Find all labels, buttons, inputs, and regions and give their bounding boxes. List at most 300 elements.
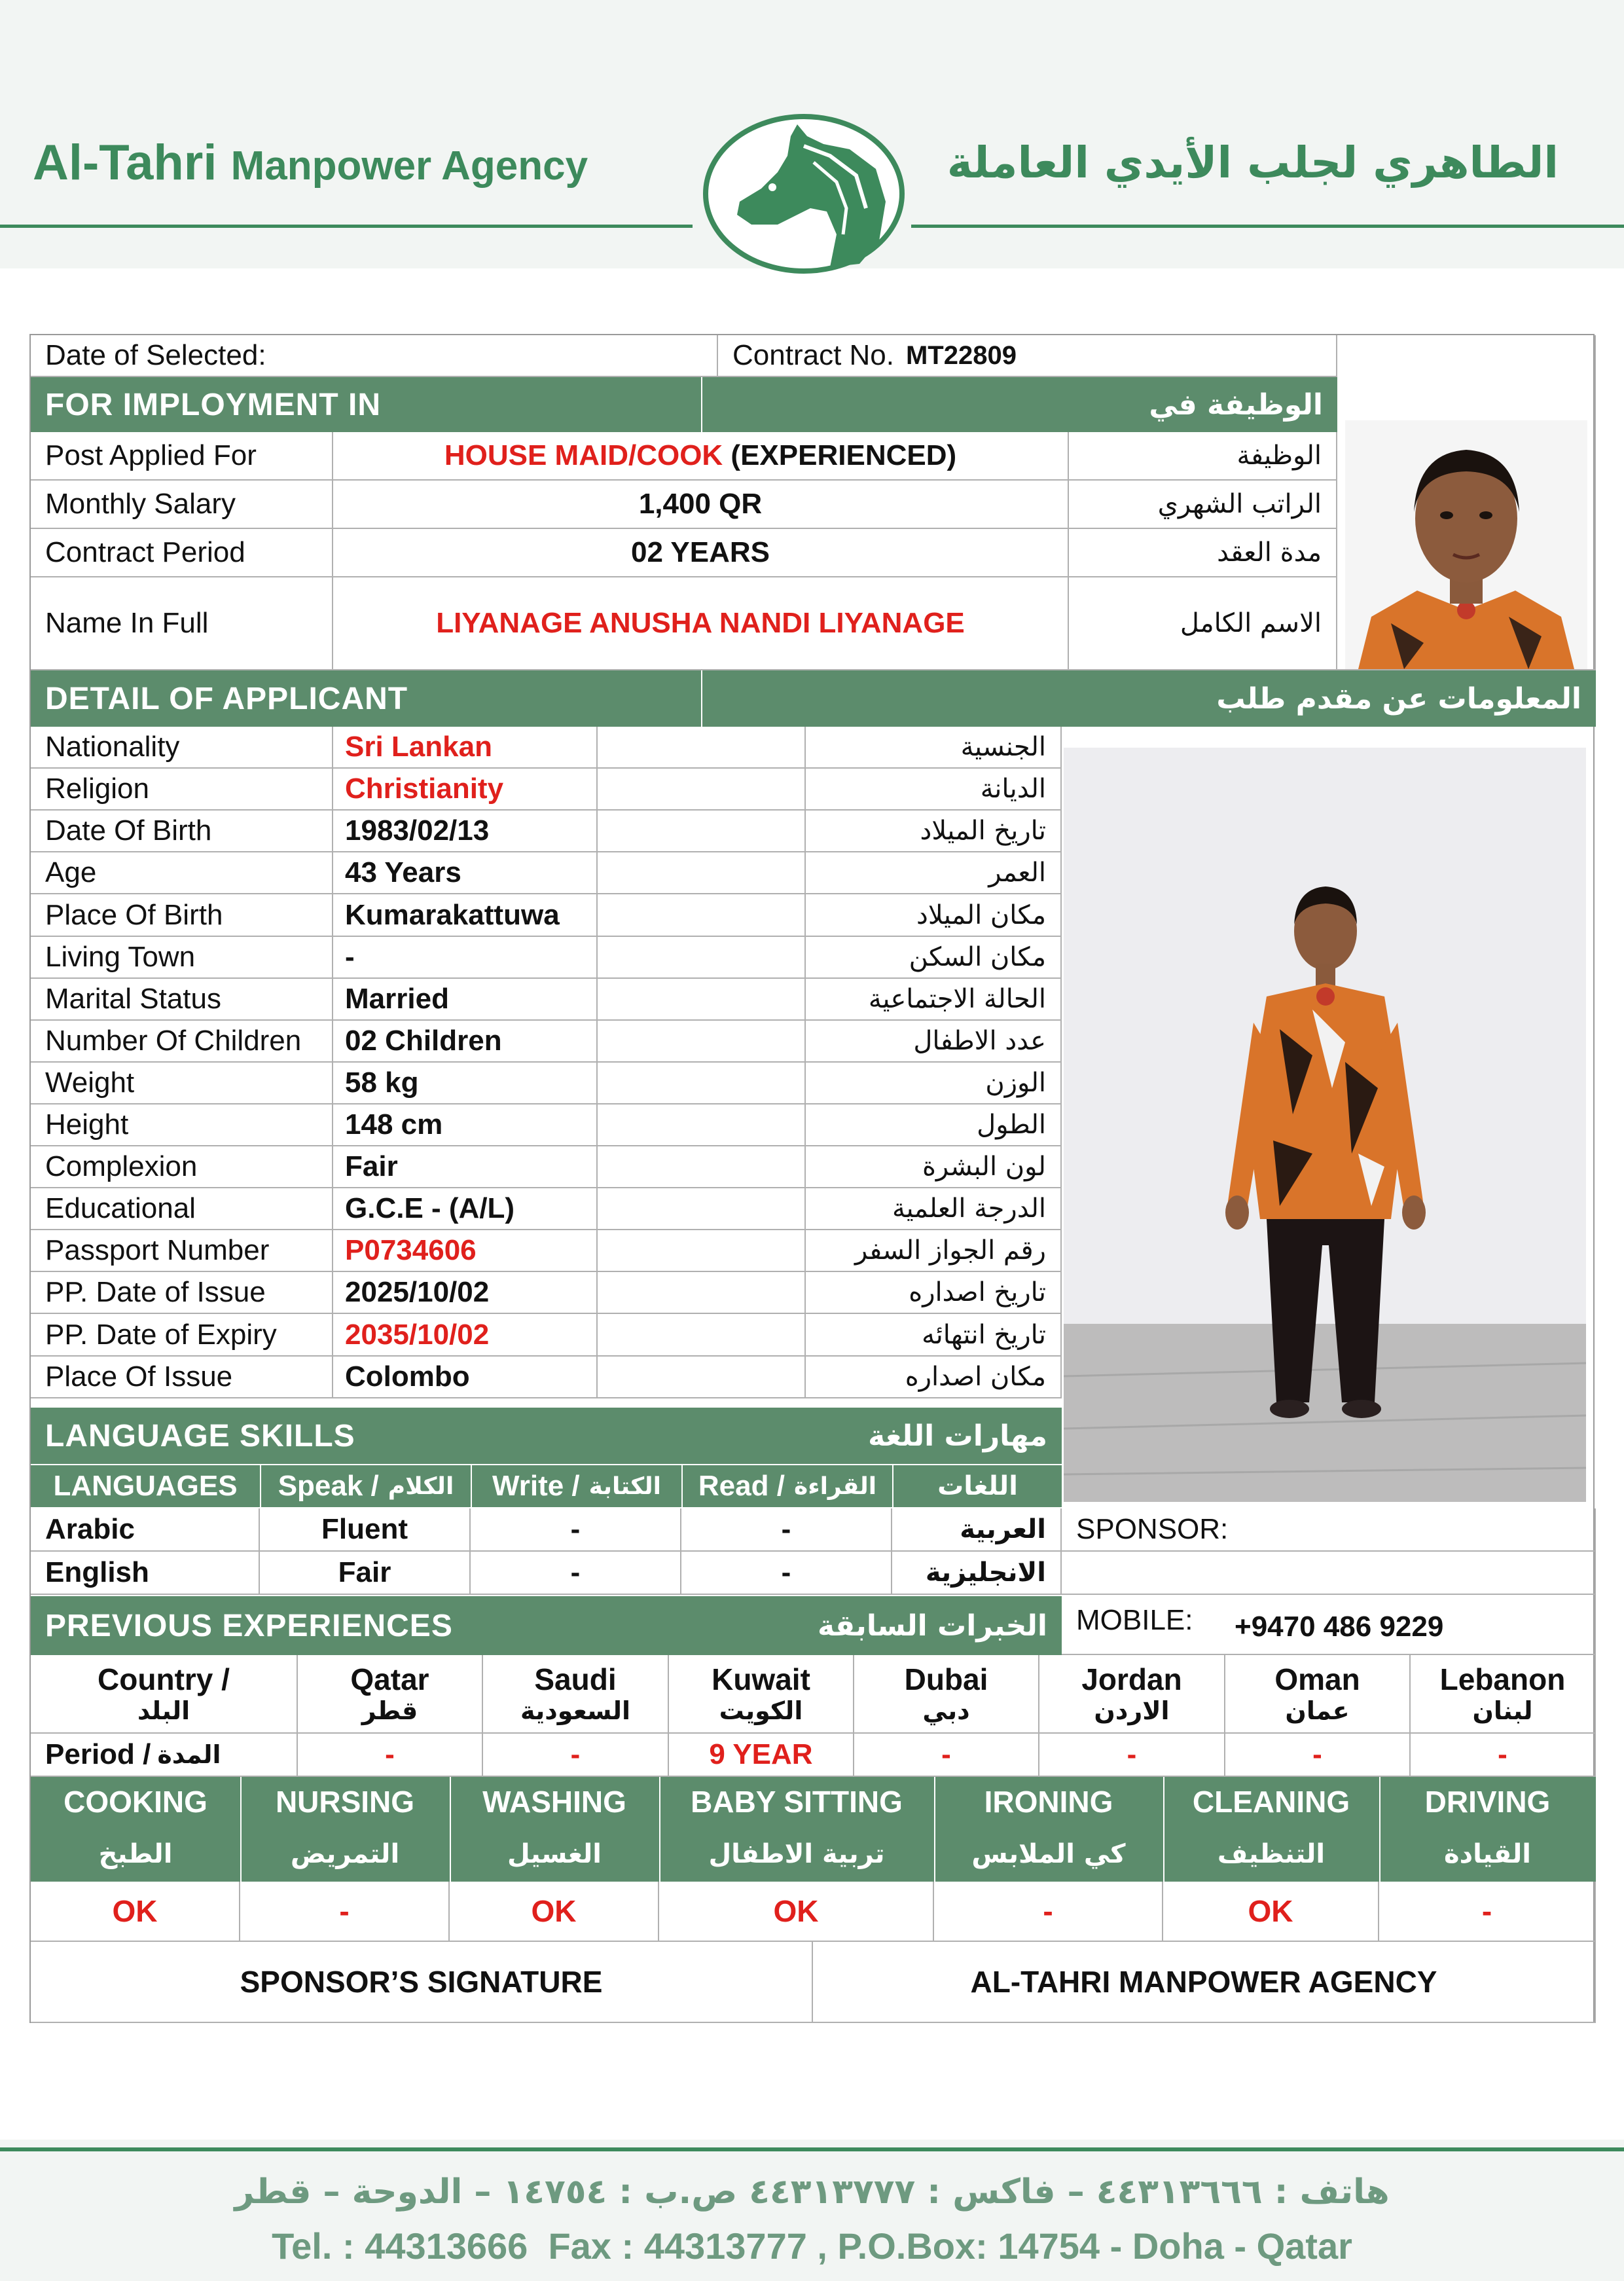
lang-speak-cell	[260, 1552, 471, 1595]
passport-number-blank-cell	[598, 1230, 806, 1272]
full-name-value: LIYANAGE ANUSHA NANDI LIYANAGE	[436, 607, 965, 639]
country-kuwait-header	[669, 1655, 854, 1734]
country-label-ar: البلد	[137, 1696, 190, 1725]
country-oman-period	[1225, 1734, 1411, 1777]
pp-date-of-issue-value-cell	[333, 1272, 598, 1314]
living-town-label-ar-cell	[806, 937, 1062, 979]
skill-driving-value: -	[1481, 1894, 1492, 1928]
educational-value-cell	[333, 1188, 598, 1230]
weight-blank-cell	[598, 1063, 806, 1104]
band-divider	[1379, 1827, 1380, 1882]
contract-period-value: 02 YEARS	[631, 536, 770, 568]
age-blank-cell	[598, 852, 806, 894]
language-header-row	[31, 1465, 1062, 1507]
country-oman-period-value: -	[1312, 1738, 1322, 1770]
place-of-issue-value-cell	[333, 1357, 598, 1398]
place-of-issue-label: Place Of Issue	[45, 1360, 233, 1393]
experience-title-ar: الخبرات السابقة	[817, 1609, 1047, 1643]
marital-status-blank-cell	[598, 979, 806, 1021]
lang-col-write	[472, 1465, 681, 1507]
complexion-value: Fair	[345, 1150, 398, 1182]
passport-number-label: Passport Number	[45, 1234, 270, 1266]
lang-name-ar-cell	[892, 1508, 1062, 1552]
place-of-birth-blank-cell	[598, 894, 806, 937]
country-dubai-name: Dubai	[904, 1662, 988, 1696]
age-label-cell	[31, 852, 333, 894]
header-rule-right	[911, 225, 1624, 228]
marital-status-label-cell	[31, 979, 333, 1021]
religion-label-cell	[31, 769, 333, 811]
country-saudi-name-ar: السعودية	[520, 1696, 631, 1725]
skill-washing-value: OK	[531, 1894, 577, 1928]
skill-driving-header-ar: القيادة	[1443, 1839, 1531, 1869]
complexion-blank-cell	[598, 1146, 806, 1188]
language-title: LANGUAGE SKILLS	[45, 1418, 355, 1453]
lang-col-write-label: Write /	[492, 1470, 580, 1502]
country-kuwait-period-value: 9 YEAR	[709, 1738, 813, 1770]
religion-label-ar-cell	[806, 769, 1062, 811]
lang-col-write-label-ar: الكتابة	[588, 1472, 661, 1500]
lang-write-value: -	[570, 1556, 581, 1588]
date-of-birth-label-ar-cell	[806, 811, 1062, 852]
lang-write-cell	[471, 1552, 681, 1595]
religion-label-ar: الديانة	[980, 774, 1046, 804]
full-body-photo-image	[1064, 748, 1586, 1502]
skill-cleaning-header-ar: التنظيف	[1217, 1839, 1326, 1869]
lang-name: Arabic	[45, 1513, 135, 1545]
nationality-value: Sri Lankan	[345, 731, 492, 763]
post-label-ar-cell	[1069, 432, 1337, 481]
employment-title: FOR IMPLOYMENT IN	[45, 387, 381, 422]
complexion-label: Complexion	[45, 1150, 198, 1182]
pp-date-of-issue-value: 2025/10/02	[345, 1276, 490, 1308]
nationality-label-cell	[31, 727, 333, 769]
country-dubai-name-ar: دبي	[922, 1696, 970, 1725]
name-label-ar-cell	[1069, 577, 1337, 670]
place-of-birth-label-cell	[31, 894, 333, 937]
number-of-children-value-cell	[333, 1021, 598, 1063]
lang-col-languages	[31, 1465, 260, 1507]
lang-row-arabic	[31, 1508, 260, 1552]
passport-number-label-ar: رقم الجواز السفر	[855, 1235, 1046, 1266]
skill-ironing-header-ar: كي الملابس	[971, 1839, 1126, 1869]
lang-col-read-label-ar: القراءة	[793, 1472, 877, 1500]
religion-blank-cell	[598, 769, 806, 811]
height-label-ar: الطول	[977, 1110, 1046, 1140]
salary-label-ar: الراتب الشهري	[1157, 489, 1322, 519]
pp-date-of-issue-label-ar: تاريخ اصداره	[909, 1277, 1046, 1307]
place-of-issue-label-cell	[31, 1357, 333, 1398]
sponsor-label: SPONSOR:	[1076, 1513, 1229, 1545]
weight-label-ar: الوزن	[985, 1068, 1046, 1098]
period-row-label: Period /	[45, 1738, 151, 1770]
weight-label-cell	[31, 1063, 333, 1104]
agency-name-ar: الطاهري لجلب الأيدي العاملة	[947, 137, 1559, 188]
country-oman-name-ar: عمان	[1285, 1696, 1350, 1725]
horse-head-logo-icon	[699, 110, 909, 274]
date-selected-cell	[31, 335, 718, 377]
place-of-birth-value-cell	[333, 894, 598, 937]
contract-no-cell	[718, 335, 1337, 377]
sponsor-signature-cell	[31, 1942, 813, 2023]
skill-ironing-value-cell	[934, 1882, 1163, 1942]
skill-washing-header-en: WASHING	[482, 1785, 626, 1819]
footer	[0, 2140, 1624, 2281]
number-of-children-label: Number Of Children	[45, 1025, 302, 1057]
experience-band	[31, 1596, 1062, 1655]
country-oman-name: Oman	[1274, 1662, 1360, 1696]
place-of-birth-label: Place Of Birth	[45, 898, 223, 931]
country-dubai-header	[854, 1655, 1039, 1734]
lang-col-speak	[261, 1465, 471, 1507]
country-saudi-period-value: -	[570, 1738, 581, 1770]
footer-rule	[0, 2147, 1624, 2151]
date-of-birth-label: Date Of Birth	[45, 814, 212, 847]
country-lebanon-period	[1411, 1734, 1596, 1777]
country-dubai-period	[854, 1734, 1039, 1777]
complexion-label-ar: لون البشرة	[922, 1152, 1046, 1182]
number-of-children-blank-cell	[598, 1021, 806, 1063]
post-label-ar: الوظيفة	[1236, 441, 1322, 471]
period-value-cell	[333, 529, 1069, 577]
nationality-label-ar-cell	[806, 727, 1062, 769]
band-divider	[240, 1777, 242, 1827]
contract-no-value: MT22809	[905, 340, 1017, 370]
applicant-title-ar: المعلومات عن مقدم طلب	[1216, 682, 1581, 716]
religion-value-cell	[333, 769, 598, 811]
living-town-label-cell	[31, 937, 333, 979]
living-town-value: -	[345, 941, 355, 973]
marital-status-label: Marital Status	[45, 983, 221, 1015]
country-label: Country /	[98, 1662, 230, 1696]
marital-status-value: Married	[345, 983, 449, 1015]
height-blank-cell	[598, 1104, 806, 1146]
pp-date-of-issue-label: PP. Date of Issue	[45, 1276, 266, 1308]
language-band	[31, 1408, 1062, 1464]
lang-read-cell	[681, 1552, 892, 1595]
date-of-birth-value: 1983/02/13	[345, 814, 490, 847]
skill-nursing-value: -	[339, 1894, 350, 1928]
passport-number-label-ar-cell	[806, 1230, 1062, 1272]
number-of-children-label-ar: عدد الاطفال	[913, 1026, 1046, 1056]
lang-read-value: -	[781, 1513, 791, 1545]
band-divider	[450, 1777, 451, 1827]
lang-read-cell	[681, 1508, 892, 1552]
lang-name-ar: الانجليزية	[925, 1558, 1046, 1588]
complexion-label-cell	[31, 1146, 333, 1188]
agency-name-en-sub: Manpower Agency	[230, 143, 588, 189]
religion-value: Christianity	[345, 773, 504, 805]
marital-status-label-ar: الحالة الاجتماعية	[868, 984, 1046, 1014]
skill-washing-value-cell	[450, 1882, 659, 1942]
pp-date-of-expiry-label-cell	[31, 1314, 333, 1357]
footer-contact-en: Tel. : 44313666 Fax : 44313777 , P.O.Box: 14754 - Doha - Qatar	[272, 2225, 1352, 2267]
country-jordan-period	[1039, 1734, 1225, 1777]
skill-baby-sitting-header-en: BABY SITTING	[691, 1785, 903, 1819]
country-qatar-period	[298, 1734, 483, 1777]
skill-nursing-value-cell	[240, 1882, 450, 1942]
pp-date-of-expiry-label: PP. Date of Expiry	[45, 1318, 277, 1351]
height-label: Height	[45, 1108, 129, 1140]
skills-band-ar	[31, 1827, 1596, 1882]
pp-date-of-issue-label-ar-cell	[806, 1272, 1062, 1314]
date-selected-label: Date of Selected:	[45, 339, 266, 371]
place-of-birth-value: Kumarakattuwa	[345, 898, 560, 931]
experience-title: PREVIOUS EXPERIENCES	[45, 1608, 453, 1643]
height-label-ar-cell	[806, 1104, 1062, 1146]
salary-label: Monthly Salary	[45, 488, 236, 520]
country-qatar-header	[298, 1655, 483, 1734]
country-dubai-period-value: -	[941, 1738, 951, 1770]
footer-contact-ar: هاتف : ٤٤٣١٣٦٦٦ – فاكس : ٤٤٣١٣٧٧٧ ص.ب : ١٤٧٥٤ – الدوحة – قطر	[234, 2172, 1390, 2212]
living-town-label: Living Town	[45, 941, 196, 973]
salary-label-cell	[31, 481, 333, 529]
lang-write-value: -	[570, 1513, 581, 1545]
pp-date-of-expiry-label-ar: تاريخ انتهائه	[922, 1319, 1046, 1350]
pp-date-of-expiry-label-ar-cell	[806, 1314, 1062, 1357]
age-value-cell	[333, 852, 598, 894]
pp-date-of-issue-blank-cell	[598, 1272, 806, 1314]
skill-cooking-header-en: COOKING	[63, 1785, 208, 1819]
skill-ironing-value: -	[1043, 1894, 1053, 1928]
employment-title-ar: الوظيفة في	[1149, 388, 1323, 422]
country-jordan-header	[1039, 1655, 1225, 1734]
weight-label: Weight	[45, 1067, 135, 1099]
band-divider	[701, 377, 702, 432]
skill-cooking-header-ar: الطبخ	[98, 1839, 173, 1869]
band-divider	[934, 1827, 935, 1882]
country-lebanon-period-value: -	[1498, 1738, 1507, 1770]
country-jordan-period-value: -	[1127, 1738, 1137, 1770]
contract-period-label: Contract Period	[45, 536, 245, 568]
educational-label-ar: الدرجة العلمية	[892, 1194, 1046, 1224]
age-label: Age	[45, 856, 97, 888]
educational-label-ar-cell	[806, 1188, 1062, 1230]
living-town-label-ar: مكان السكن	[909, 942, 1046, 972]
lang-speak-cell	[260, 1508, 471, 1552]
post-label: Post Applied For	[45, 439, 257, 471]
country-lebanon-name: Lebanon	[1439, 1662, 1566, 1696]
educational-label: Educational	[45, 1192, 196, 1224]
nationality-blank-cell	[598, 727, 806, 769]
age-label-ar-cell	[806, 852, 1062, 894]
country-saudi-name: Saudi	[534, 1662, 617, 1696]
weight-value-cell	[333, 1063, 598, 1104]
height-value: 148 cm	[345, 1108, 443, 1140]
period-row-label-cell	[31, 1734, 298, 1777]
place-of-issue-value: Colombo	[345, 1360, 470, 1393]
skills-en-row	[31, 1777, 1596, 1827]
lang-col-read	[683, 1465, 892, 1507]
country-jordan-name-ar: الاردن	[1094, 1696, 1170, 1725]
nationality-label-ar: الجنسية	[960, 732, 1046, 762]
country-qatar-period-value: -	[385, 1738, 395, 1770]
educational-label-cell	[31, 1188, 333, 1230]
header-rule-left	[0, 225, 693, 228]
lang-col-languages-ar	[893, 1465, 1062, 1507]
salary-value-cell	[333, 481, 1069, 529]
agency-name-en	[33, 134, 588, 191]
lang-row-english	[31, 1552, 260, 1595]
mobile-cell	[1062, 1595, 1596, 1655]
band-divider	[450, 1827, 451, 1882]
complexion-label-ar-cell	[806, 1146, 1062, 1188]
skill-cleaning-value: OK	[1248, 1894, 1293, 1928]
agency-signature-label: AL-TAHRI MANPOWER AGENCY	[970, 1965, 1437, 1999]
band-divider	[934, 1777, 935, 1827]
band-divider	[1379, 1777, 1380, 1827]
full-name-label-ar: الاسم الكامل	[1180, 608, 1322, 638]
number-of-children-label-ar-cell	[806, 1021, 1062, 1063]
skill-ironing-header-en: IRONING	[984, 1785, 1113, 1819]
post-value-suffix: (EXPERIENCED)	[723, 439, 957, 471]
educational-blank-cell	[598, 1188, 806, 1230]
passport-number-value: P0734606	[345, 1234, 477, 1266]
applicant-portrait-photo	[1345, 420, 1587, 669]
lang-col-languages-ar-label: اللغات	[937, 1471, 1018, 1501]
lang-col-speak-label: Speak /	[278, 1470, 379, 1502]
full-name-label: Name In Full	[45, 607, 209, 639]
number-of-children-label-cell	[31, 1021, 333, 1063]
place-of-issue-label-ar-cell	[806, 1357, 1062, 1398]
lang-col-speak-label-ar: الكلام	[388, 1472, 454, 1500]
educational-value: G.C.E - (A/L)	[345, 1192, 515, 1224]
salary-value: 1,400 QR	[638, 488, 763, 520]
applicant-title: DETAIL OF APPLICANT	[45, 681, 408, 716]
complexion-value-cell	[333, 1146, 598, 1188]
lang-col-languages-label: LANGUAGES	[53, 1470, 238, 1502]
passport-number-label-cell	[31, 1230, 333, 1272]
letterhead	[0, 0, 1624, 268]
country-qatar-name: Qatar	[350, 1662, 429, 1696]
agency-name-en-main: Al-Tahri	[33, 135, 217, 191]
country-saudi-header	[483, 1655, 669, 1734]
skill-driving-value-cell	[1379, 1882, 1596, 1942]
weight-label-ar-cell	[806, 1063, 1062, 1104]
country-lebanon-header	[1411, 1655, 1596, 1734]
skill-cooking-value-cell	[31, 1882, 240, 1942]
skills-band-en	[31, 1777, 1596, 1827]
nationality-value-cell	[333, 727, 598, 769]
sponsor-cell	[1062, 1508, 1596, 1552]
height-value-cell	[333, 1104, 598, 1146]
skill-nursing-header-ar: التمريض	[290, 1839, 400, 1869]
weight-value: 58 kg	[345, 1067, 419, 1099]
language-title-ar: مهارات اللغة	[868, 1419, 1047, 1453]
lang-speak-value: Fluent	[321, 1513, 408, 1545]
pp-date-of-expiry-blank-cell	[598, 1314, 806, 1357]
country-header-cell	[31, 1655, 298, 1734]
age-value: 43 Years	[345, 856, 461, 888]
lang-col-read-label: Read /	[698, 1470, 785, 1502]
contract-period-label-ar: مدة العقد	[1217, 538, 1322, 568]
lang-name: English	[45, 1556, 149, 1588]
sponsor-signature-label: SPONSOR’S SIGNATURE	[240, 1965, 603, 1999]
skill-baby-sitting-value: OK	[773, 1894, 819, 1928]
lang-write-cell	[471, 1508, 681, 1552]
band-divider	[1163, 1827, 1164, 1882]
band-divider	[659, 1777, 660, 1827]
portrait-cell	[1337, 335, 1596, 670]
period-row-label-ar: المدة	[157, 1740, 221, 1769]
full-body-photo	[1064, 748, 1586, 1502]
band-divider	[240, 1827, 242, 1882]
skill-baby-sitting-header-ar: تربية الاطفال	[708, 1839, 885, 1869]
date-of-birth-blank-cell	[598, 811, 806, 852]
name-value-cell	[333, 577, 1069, 670]
living-town-value-cell	[333, 937, 598, 979]
place-of-birth-label-ar-cell	[806, 894, 1062, 937]
date-of-birth-label-ar: تاريخ الميلاد	[920, 816, 1046, 846]
date-of-birth-label-cell	[31, 811, 333, 852]
period-label-ar-cell	[1069, 529, 1337, 577]
place-of-issue-label-ar: مكان اصداره	[905, 1362, 1046, 1392]
lang-name-ar-cell	[892, 1552, 1062, 1595]
agency-signature-cell	[813, 1942, 1596, 2023]
lang-speak-value: Fair	[338, 1556, 391, 1588]
salary-label-ar-cell	[1069, 481, 1337, 529]
nationality-label: Nationality	[45, 731, 180, 763]
application-form	[29, 334, 1595, 2023]
place-of-birth-label-ar: مكان الميلاد	[916, 900, 1046, 930]
skill-baby-sitting-value-cell	[659, 1882, 934, 1942]
skills-ar-row	[31, 1827, 1596, 1882]
contract-no-label: Contract No.	[732, 339, 894, 371]
skill-nursing-header-en: NURSING	[275, 1785, 415, 1819]
employment-band	[31, 377, 1337, 432]
country-lebanon-name-ar: لبنان	[1472, 1696, 1533, 1725]
country-qatar-name-ar: قطر	[361, 1696, 418, 1725]
pp-date-of-expiry-value: 2035/10/02	[345, 1318, 490, 1351]
skill-driving-header-en: DRIVING	[1424, 1785, 1551, 1819]
country-saudi-period	[483, 1734, 669, 1777]
lang-name-ar: العربية	[960, 1514, 1046, 1544]
skill-cleaning-value-cell	[1163, 1882, 1379, 1942]
band-divider	[659, 1827, 660, 1882]
band-divider	[701, 670, 702, 727]
skill-cleaning-header-en: CLEANING	[1192, 1785, 1350, 1819]
living-town-blank-cell	[598, 937, 806, 979]
post-label-cell	[31, 432, 333, 481]
period-label-cell	[31, 529, 333, 577]
lang-read-value: -	[781, 1556, 791, 1588]
applicant-band	[31, 670, 1596, 727]
religion-label: Religion	[45, 773, 149, 805]
place-of-issue-blank-cell	[598, 1357, 806, 1398]
height-label-cell	[31, 1104, 333, 1146]
post-value: HOUSE MAID/COOK	[444, 439, 723, 471]
age-label-ar: العمر	[988, 858, 1046, 888]
skill-cooking-value: OK	[112, 1894, 158, 1928]
passport-number-value-cell	[333, 1230, 598, 1272]
marital-status-label-ar-cell	[806, 979, 1062, 1021]
pp-date-of-issue-label-cell	[31, 1272, 333, 1314]
skill-washing-header-ar: الغسيل	[507, 1839, 602, 1869]
number-of-children-value: 02 Children	[345, 1025, 502, 1057]
country-kuwait-name-ar: الكويت	[719, 1696, 803, 1725]
mobile-value: +9470 486 9229	[1235, 1611, 1444, 1643]
name-label-cell	[31, 577, 333, 670]
date-of-birth-value-cell	[333, 811, 598, 852]
country-jordan-name: Jordan	[1081, 1662, 1182, 1696]
post-value-cell	[333, 432, 1069, 481]
country-kuwait-name: Kuwait	[712, 1662, 810, 1696]
country-oman-header	[1225, 1655, 1411, 1734]
marital-status-value-cell	[333, 979, 598, 1021]
country-kuwait-period	[669, 1734, 854, 1777]
mobile-label: MOBILE:	[1076, 1604, 1193, 1636]
pp-date-of-expiry-value-cell	[333, 1314, 598, 1357]
